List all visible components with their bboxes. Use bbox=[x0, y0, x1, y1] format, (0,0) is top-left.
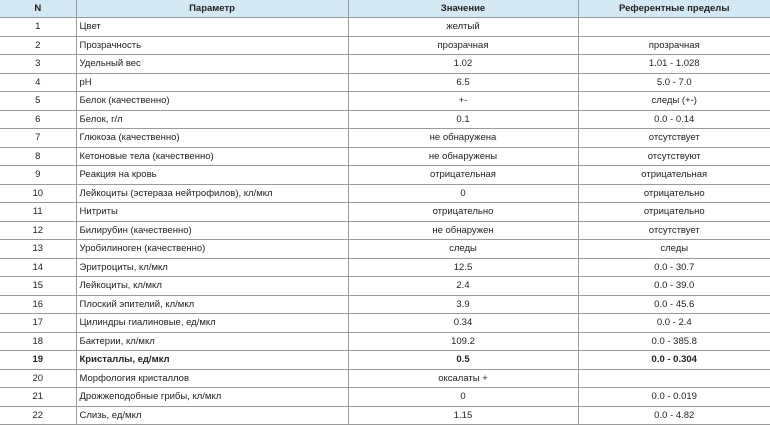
row-value: прозрачная bbox=[348, 36, 578, 55]
row-number: 10 bbox=[0, 184, 76, 203]
row-number: 1 bbox=[0, 18, 76, 37]
row-parameter: Лейкоциты, кл/мкл bbox=[76, 277, 348, 296]
row-value: 3.9 bbox=[348, 295, 578, 314]
table-row bbox=[0, 36, 770, 55]
row-parameter: Слизь, ед/мкл bbox=[76, 406, 348, 425]
row-number: 2 bbox=[0, 36, 76, 55]
row-reference: отрицательно bbox=[578, 184, 770, 203]
row-number: 19 bbox=[0, 351, 76, 370]
row-reference: 0.0 - 0.304 bbox=[578, 351, 770, 370]
table-row bbox=[0, 369, 770, 388]
table-header-row bbox=[0, 0, 770, 18]
row-number: 3 bbox=[0, 55, 76, 74]
row-value: 2.4 bbox=[348, 277, 578, 296]
row-reference: 0.0 - 2.4 bbox=[578, 314, 770, 333]
row-number: 4 bbox=[0, 73, 76, 92]
row-value: не обнаружены bbox=[348, 147, 578, 166]
row-reference: 5.0 - 7.0 bbox=[578, 73, 770, 92]
row-reference: 0.0 - 39.0 bbox=[578, 277, 770, 296]
row-parameter: Эритроциты, кл/мкл bbox=[76, 258, 348, 277]
row-number: 11 bbox=[0, 203, 76, 222]
row-parameter: Кетоновые тела (качественно) bbox=[76, 147, 348, 166]
row-value: 0.34 bbox=[348, 314, 578, 333]
table-row bbox=[0, 184, 770, 203]
row-reference: отсутствует bbox=[578, 129, 770, 148]
row-number: 18 bbox=[0, 332, 76, 351]
row-value: +- bbox=[348, 92, 578, 111]
row-reference: отрицательная bbox=[578, 166, 770, 185]
row-number: 17 bbox=[0, 314, 76, 333]
row-parameter: Бактерии, кл/мкл bbox=[76, 332, 348, 351]
row-value: желтый bbox=[348, 18, 578, 37]
row-parameter: Дрожжеподобные грибы, кл/мкл bbox=[76, 388, 348, 407]
row-reference: 0.0 - 0.019 bbox=[578, 388, 770, 407]
row-parameter: Удельный вес bbox=[76, 55, 348, 74]
row-parameter: Уробилиноген (качественно) bbox=[76, 240, 348, 259]
row-number: 15 bbox=[0, 277, 76, 296]
table-body bbox=[0, 18, 770, 425]
row-parameter: Белок, г/л bbox=[76, 110, 348, 129]
table-row bbox=[0, 18, 770, 37]
row-reference: 0.0 - 385.8 bbox=[578, 332, 770, 351]
table-row bbox=[0, 258, 770, 277]
table-row bbox=[0, 351, 770, 370]
row-number: 22 bbox=[0, 406, 76, 425]
row-number: 16 bbox=[0, 295, 76, 314]
row-reference: 0.0 - 4.82 bbox=[578, 406, 770, 425]
header-number: N bbox=[0, 0, 76, 18]
row-value: 6.5 bbox=[348, 73, 578, 92]
table-row bbox=[0, 147, 770, 166]
row-number: 5 bbox=[0, 92, 76, 111]
row-reference: отрицательно bbox=[578, 203, 770, 222]
row-reference: следы (+-) bbox=[578, 92, 770, 111]
row-parameter: Реакция на кровь bbox=[76, 166, 348, 185]
row-parameter: Лейкоциты (эстераза нейтрофилов), кл/мкл bbox=[76, 184, 348, 203]
table-row bbox=[0, 73, 770, 92]
row-reference: следы bbox=[578, 240, 770, 259]
row-value: 0 bbox=[348, 184, 578, 203]
table-row bbox=[0, 277, 770, 296]
table-row bbox=[0, 314, 770, 333]
row-parameter: Цилиндры гиалиновые, ед/мкл bbox=[76, 314, 348, 333]
row-value: 12.5 bbox=[348, 258, 578, 277]
row-number: 12 bbox=[0, 221, 76, 240]
row-value: не обнаружен bbox=[348, 221, 578, 240]
row-parameter: pH bbox=[76, 73, 348, 92]
row-parameter: Прозрачность bbox=[76, 36, 348, 55]
row-reference bbox=[578, 369, 770, 388]
table-row bbox=[0, 203, 770, 222]
header-value: Значение bbox=[348, 0, 578, 18]
row-value: 1.02 bbox=[348, 55, 578, 74]
row-value: не обнаружена bbox=[348, 129, 578, 148]
header-parameter: Параметр bbox=[76, 0, 348, 18]
row-parameter: Нитриты bbox=[76, 203, 348, 222]
row-value: отрицательно bbox=[348, 203, 578, 222]
row-reference: отсутствуют bbox=[578, 147, 770, 166]
row-reference: 0.0 - 45.6 bbox=[578, 295, 770, 314]
row-parameter: Морфология кристаллов bbox=[76, 369, 348, 388]
row-number: 14 bbox=[0, 258, 76, 277]
table-row bbox=[0, 92, 770, 111]
row-number: 8 bbox=[0, 147, 76, 166]
row-number: 9 bbox=[0, 166, 76, 185]
row-parameter: Белок (качественно) bbox=[76, 92, 348, 111]
row-value: 1.15 bbox=[348, 406, 578, 425]
row-number: 20 bbox=[0, 369, 76, 388]
row-value: следы bbox=[348, 240, 578, 259]
table-row bbox=[0, 295, 770, 314]
row-reference: 0.0 - 0.14 bbox=[578, 110, 770, 129]
row-reference: 0.0 - 30.7 bbox=[578, 258, 770, 277]
row-number: 6 bbox=[0, 110, 76, 129]
row-parameter: Глюкоза (качественно) bbox=[76, 129, 348, 148]
row-reference bbox=[578, 18, 770, 37]
table-row bbox=[0, 221, 770, 240]
table-row bbox=[0, 166, 770, 185]
row-value: оксалаты + bbox=[348, 369, 578, 388]
row-reference: прозрачная bbox=[578, 36, 770, 55]
table-row bbox=[0, 55, 770, 74]
row-parameter: Билирубин (качественно) bbox=[76, 221, 348, 240]
row-number: 13 bbox=[0, 240, 76, 259]
header-reference: Референтные пределы bbox=[578, 0, 770, 18]
row-value: отрицательная bbox=[348, 166, 578, 185]
row-parameter: Плоский эпителий, кл/мкл bbox=[76, 295, 348, 314]
table-row bbox=[0, 240, 770, 259]
row-parameter: Кристаллы, ед/мкл bbox=[76, 351, 348, 370]
row-parameter: Цвет bbox=[76, 18, 348, 37]
table-row bbox=[0, 110, 770, 129]
table-row bbox=[0, 129, 770, 148]
table-row bbox=[0, 332, 770, 351]
row-value: 0 bbox=[348, 388, 578, 407]
row-value: 0.1 bbox=[348, 110, 578, 129]
table-row bbox=[0, 406, 770, 425]
row-reference: 1.01 - 1.028 bbox=[578, 55, 770, 74]
row-number: 21 bbox=[0, 388, 76, 407]
row-number: 7 bbox=[0, 129, 76, 148]
row-value: 109.2 bbox=[348, 332, 578, 351]
table-row bbox=[0, 388, 770, 407]
row-value: 0.5 bbox=[348, 351, 578, 370]
row-reference: отсутствует bbox=[578, 221, 770, 240]
